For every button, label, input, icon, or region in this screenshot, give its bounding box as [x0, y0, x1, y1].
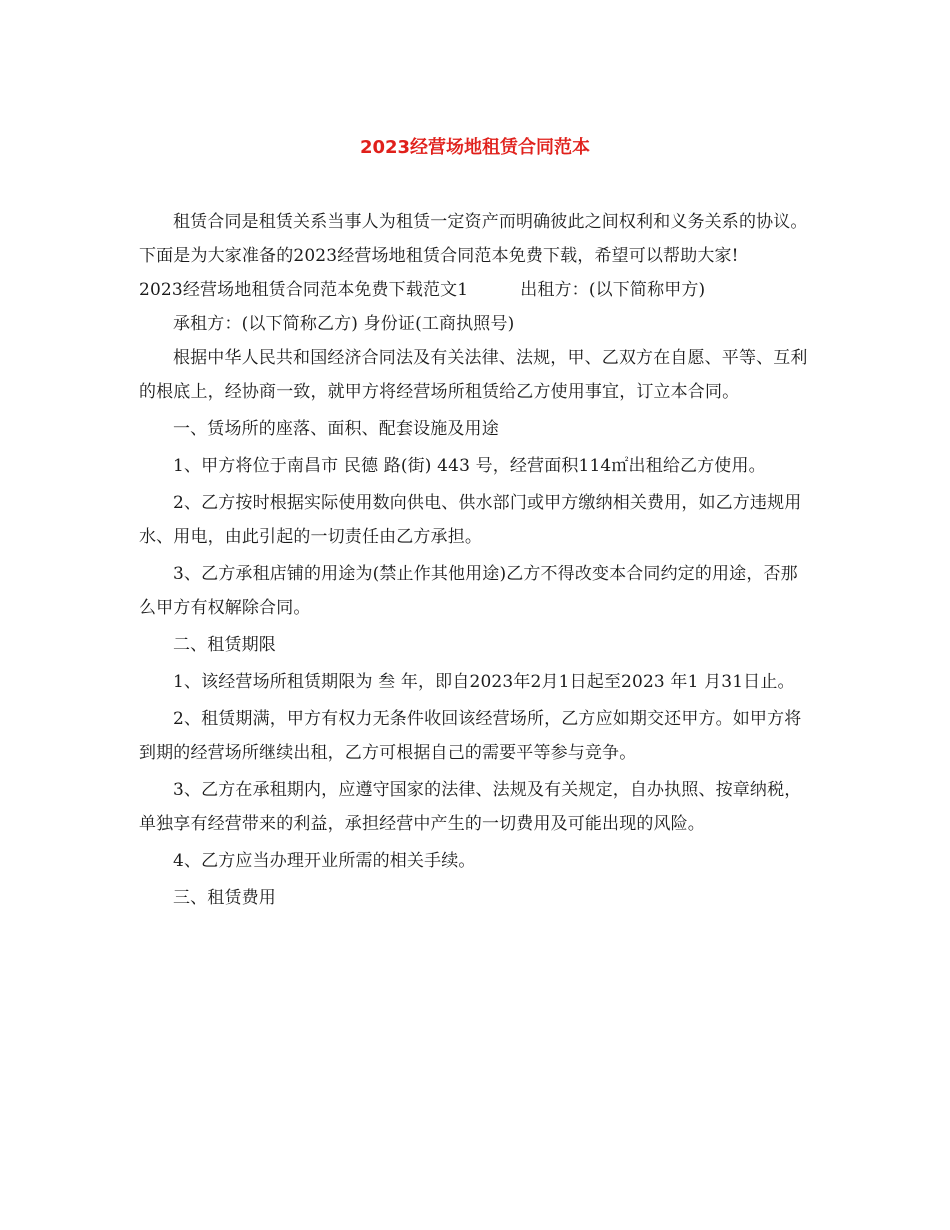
sample-heading: 2023经营场地租赁合同范本免费下载范文1 [139, 280, 469, 300]
document-title: 2023经营场地租赁合同范本 [359, 137, 591, 158]
section-2-heading: 二、租赁期限 [173, 635, 276, 655]
section-2-item-4: 4、乙方应当办理开业所需的相关手续。 [173, 851, 476, 871]
section-1-item-2: 2、乙方按时根据实际使用数向供电、供水部门或甲方缴纳相关费用，如乙方违规用水、用电，由此引起的一切责任由乙方承担。 [139, 493, 802, 547]
intro-paragraph: 租赁合同是租赁关系当事人为租赁一定资产而明确彼此之间权利和义务关系的协议。下面是为大家准备的2023经营场地租赁合同范本免费下载，希望可以帮助大家! [139, 212, 808, 266]
lessee-line: 承租方：(以下简称乙方) 身份证(工商执照号) [173, 314, 515, 334]
sample-line [139, 273, 811, 307]
section-1-item-1: 1、甲方将位于南昌市 民德 路(街) 443 号，经营面积114㎡出租给乙方使用。 [173, 456, 766, 476]
lessor-line: 出租方：(以下简称甲方) [520, 280, 706, 300]
section-2-item-3: 3、乙方在承租期内，应遵守国家的法律、法规及有关规定，自办执照、按章纳税，单独享有经营带来的利益，承担经营中产生的一切费用及可能出现的风险。 [139, 780, 802, 834]
section-2-item-2: 2、租赁期满，甲方有权力无条件收回该经营场所，乙方应如期交还甲方。如甲方将到期的经营场所继续出租，乙方可根据自己的需要平等参与竞争。 [139, 709, 802, 763]
document-body [139, 205, 811, 915]
section-1-item-3: 3、乙方承租店铺的用途为(禁止作其他用途)乙方不得改变本合同约定的用途，否那么甲方有权解除合同。 [139, 564, 798, 618]
section-2-item-1: 1、该经营场所租赁期限为 叁 年，即自2023年2月1日起至2023 年1 月31日止。 [173, 672, 795, 692]
preamble-paragraph: 根据中华人民共和国经济合同法及有关法律、法规，甲、乙双方在自愿、平等、互利的根底上，经协商一致，就甲方将经营场所租赁给乙方使用事宜，订立本合同。 [139, 348, 808, 402]
section-3-heading: 三、租赁费用 [173, 888, 276, 908]
section-1-heading: 一、赁场所的座落、面积、配套设施及用途 [173, 419, 499, 439]
